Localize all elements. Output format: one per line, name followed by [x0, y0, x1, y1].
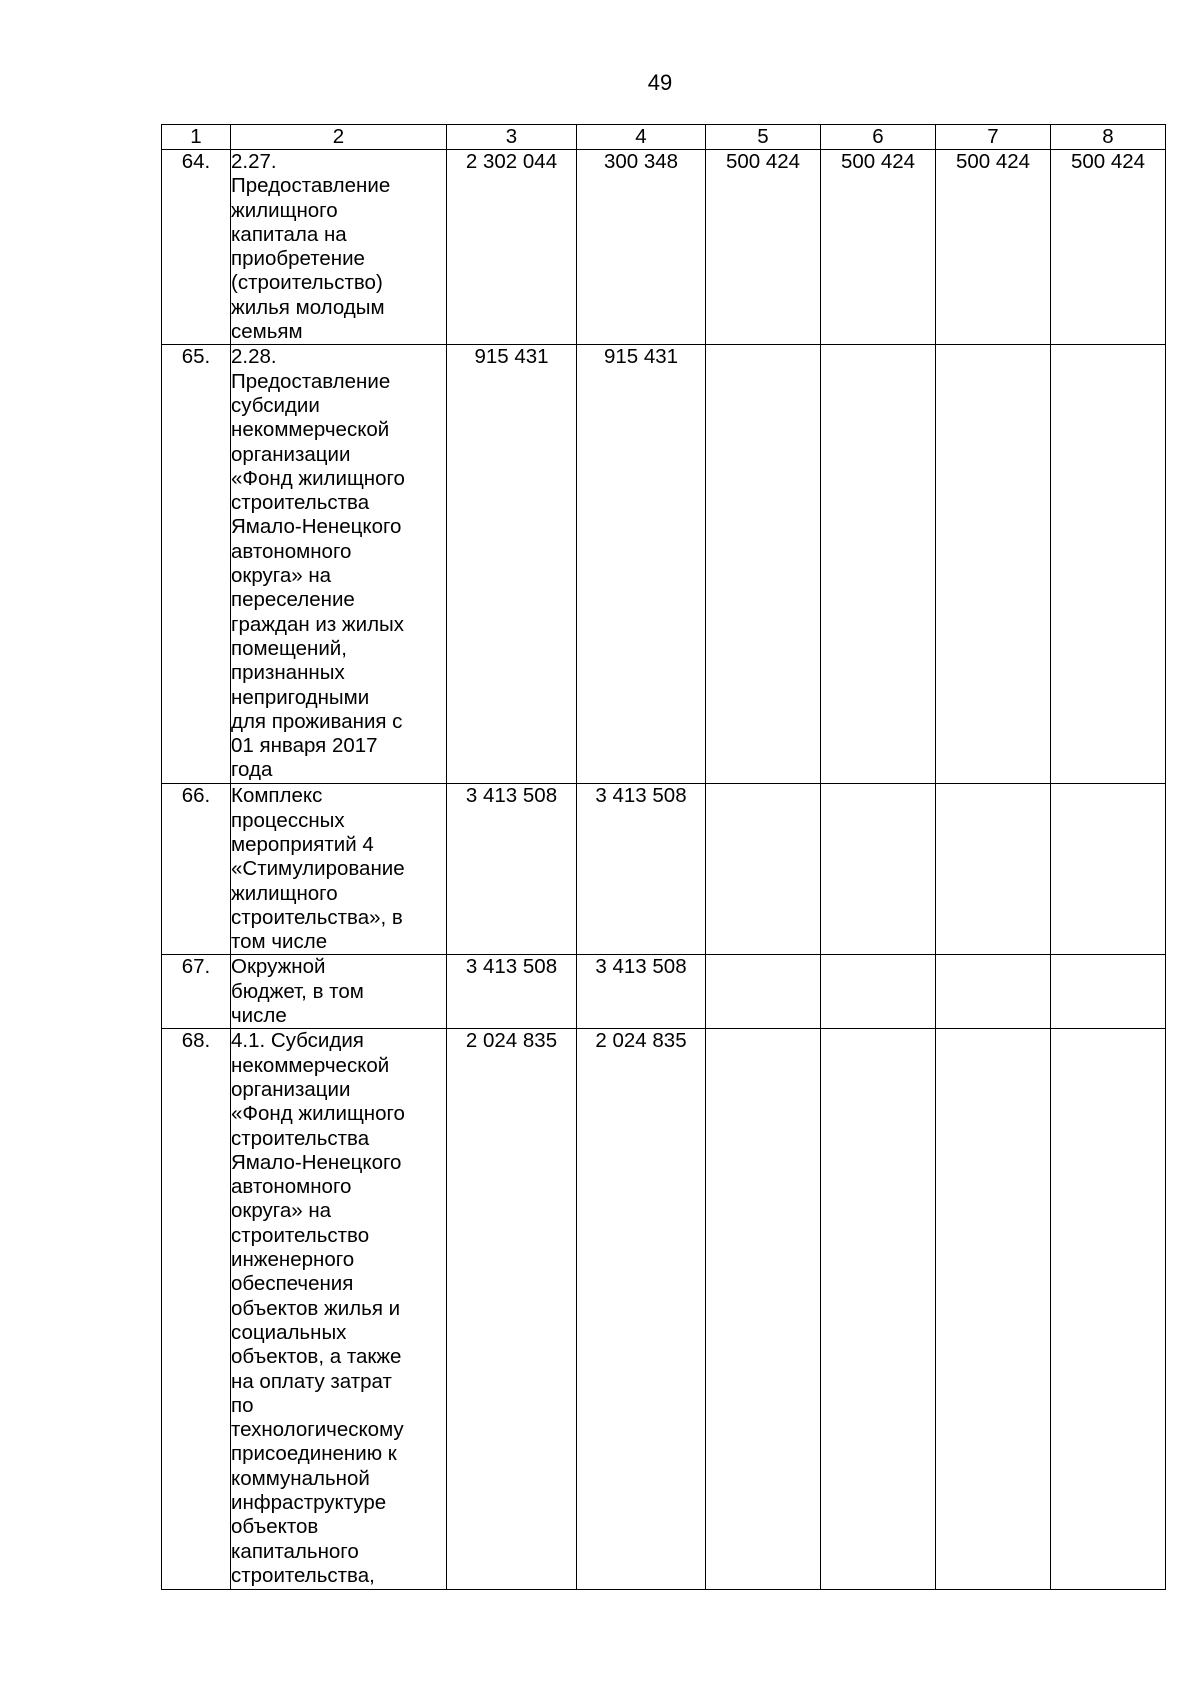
value-cell: 500 424	[936, 150, 1051, 345]
column-header: 8	[1051, 125, 1166, 150]
table-row	[162, 150, 1166, 345]
row-number: 64.	[162, 150, 231, 345]
table-row	[162, 955, 1166, 1029]
value-cell	[706, 1029, 821, 1590]
value-cell: 500 424	[706, 150, 821, 345]
column-header: 1	[162, 125, 231, 150]
value-cell: 2 024 835	[447, 1029, 577, 1590]
value-cell	[936, 1029, 1051, 1590]
column-header: 4	[577, 125, 706, 150]
value-cell: 2 024 835	[577, 1029, 706, 1590]
value-cell	[1051, 345, 1166, 784]
value-cell: 915 431	[447, 345, 577, 784]
value-cell	[821, 784, 936, 955]
row-description: Комплекс процессных мероприятий 4 «Стимулирование жилищного строительства», в том числе	[231, 784, 447, 955]
value-cell	[936, 784, 1051, 955]
value-cell	[706, 955, 821, 1029]
value-cell: 3 413 508	[577, 784, 706, 955]
row-number: 65.	[162, 345, 231, 784]
table-row	[162, 345, 1166, 784]
row-number: 66.	[162, 784, 231, 955]
row-number: 68.	[162, 1029, 231, 1590]
table-row	[162, 784, 1166, 955]
value-cell	[821, 1029, 936, 1590]
value-cell	[821, 955, 936, 1029]
column-header: 7	[936, 125, 1051, 150]
page-number: 49	[647, 70, 673, 95]
value-cell	[821, 345, 936, 784]
value-cell	[1051, 955, 1166, 1029]
column-header: 3	[447, 125, 577, 150]
row-description: 4.1. Субсидия некоммерческой организации «Фонд жилищного строительства Ямало-Ненецкого автономного округа» на строительство инженерного обеспечения объектов жилья и социальных объектов, а также на оплату затрат по технологическому присоединению к коммунальной инфраструктуре объектов капитального строительства,	[231, 1029, 447, 1590]
row-number: 67.	[162, 955, 231, 1029]
value-cell	[936, 345, 1051, 784]
column-header: 6	[821, 125, 936, 150]
value-cell: 500 424	[1051, 150, 1166, 345]
value-cell	[706, 345, 821, 784]
value-cell: 500 424	[821, 150, 936, 345]
value-cell: 2 302 044	[447, 150, 577, 345]
table-row	[162, 1029, 1166, 1590]
column-header: 2	[231, 125, 447, 150]
value-cell: 3 413 508	[447, 784, 577, 955]
budget-table	[161, 124, 1166, 1590]
value-cell: 300 348	[577, 150, 706, 345]
value-cell: 915 431	[577, 345, 706, 784]
row-description: 2.27. Предоставление жилищного капитала на приобретение (строительство) жилья молодым семьям	[231, 150, 447, 345]
table-header-row	[162, 125, 1166, 150]
row-description: 2.28. Предоставление субсидии некоммерческой организации «Фонд жилищного строительства Ямало-Ненецкого автономного округа» на переселение граждан из жилых помещений, признанных непригодными для проживания с 01 января 2017 года	[231, 345, 447, 784]
value-cell	[936, 955, 1051, 1029]
row-description: Окружной бюджет, в том числе	[231, 955, 447, 1029]
value-cell	[1051, 784, 1166, 955]
value-cell	[706, 784, 821, 955]
value-cell: 3 413 508	[577, 955, 706, 1029]
value-cell: 3 413 508	[447, 955, 577, 1029]
value-cell	[1051, 1029, 1166, 1590]
column-header: 5	[706, 125, 821, 150]
